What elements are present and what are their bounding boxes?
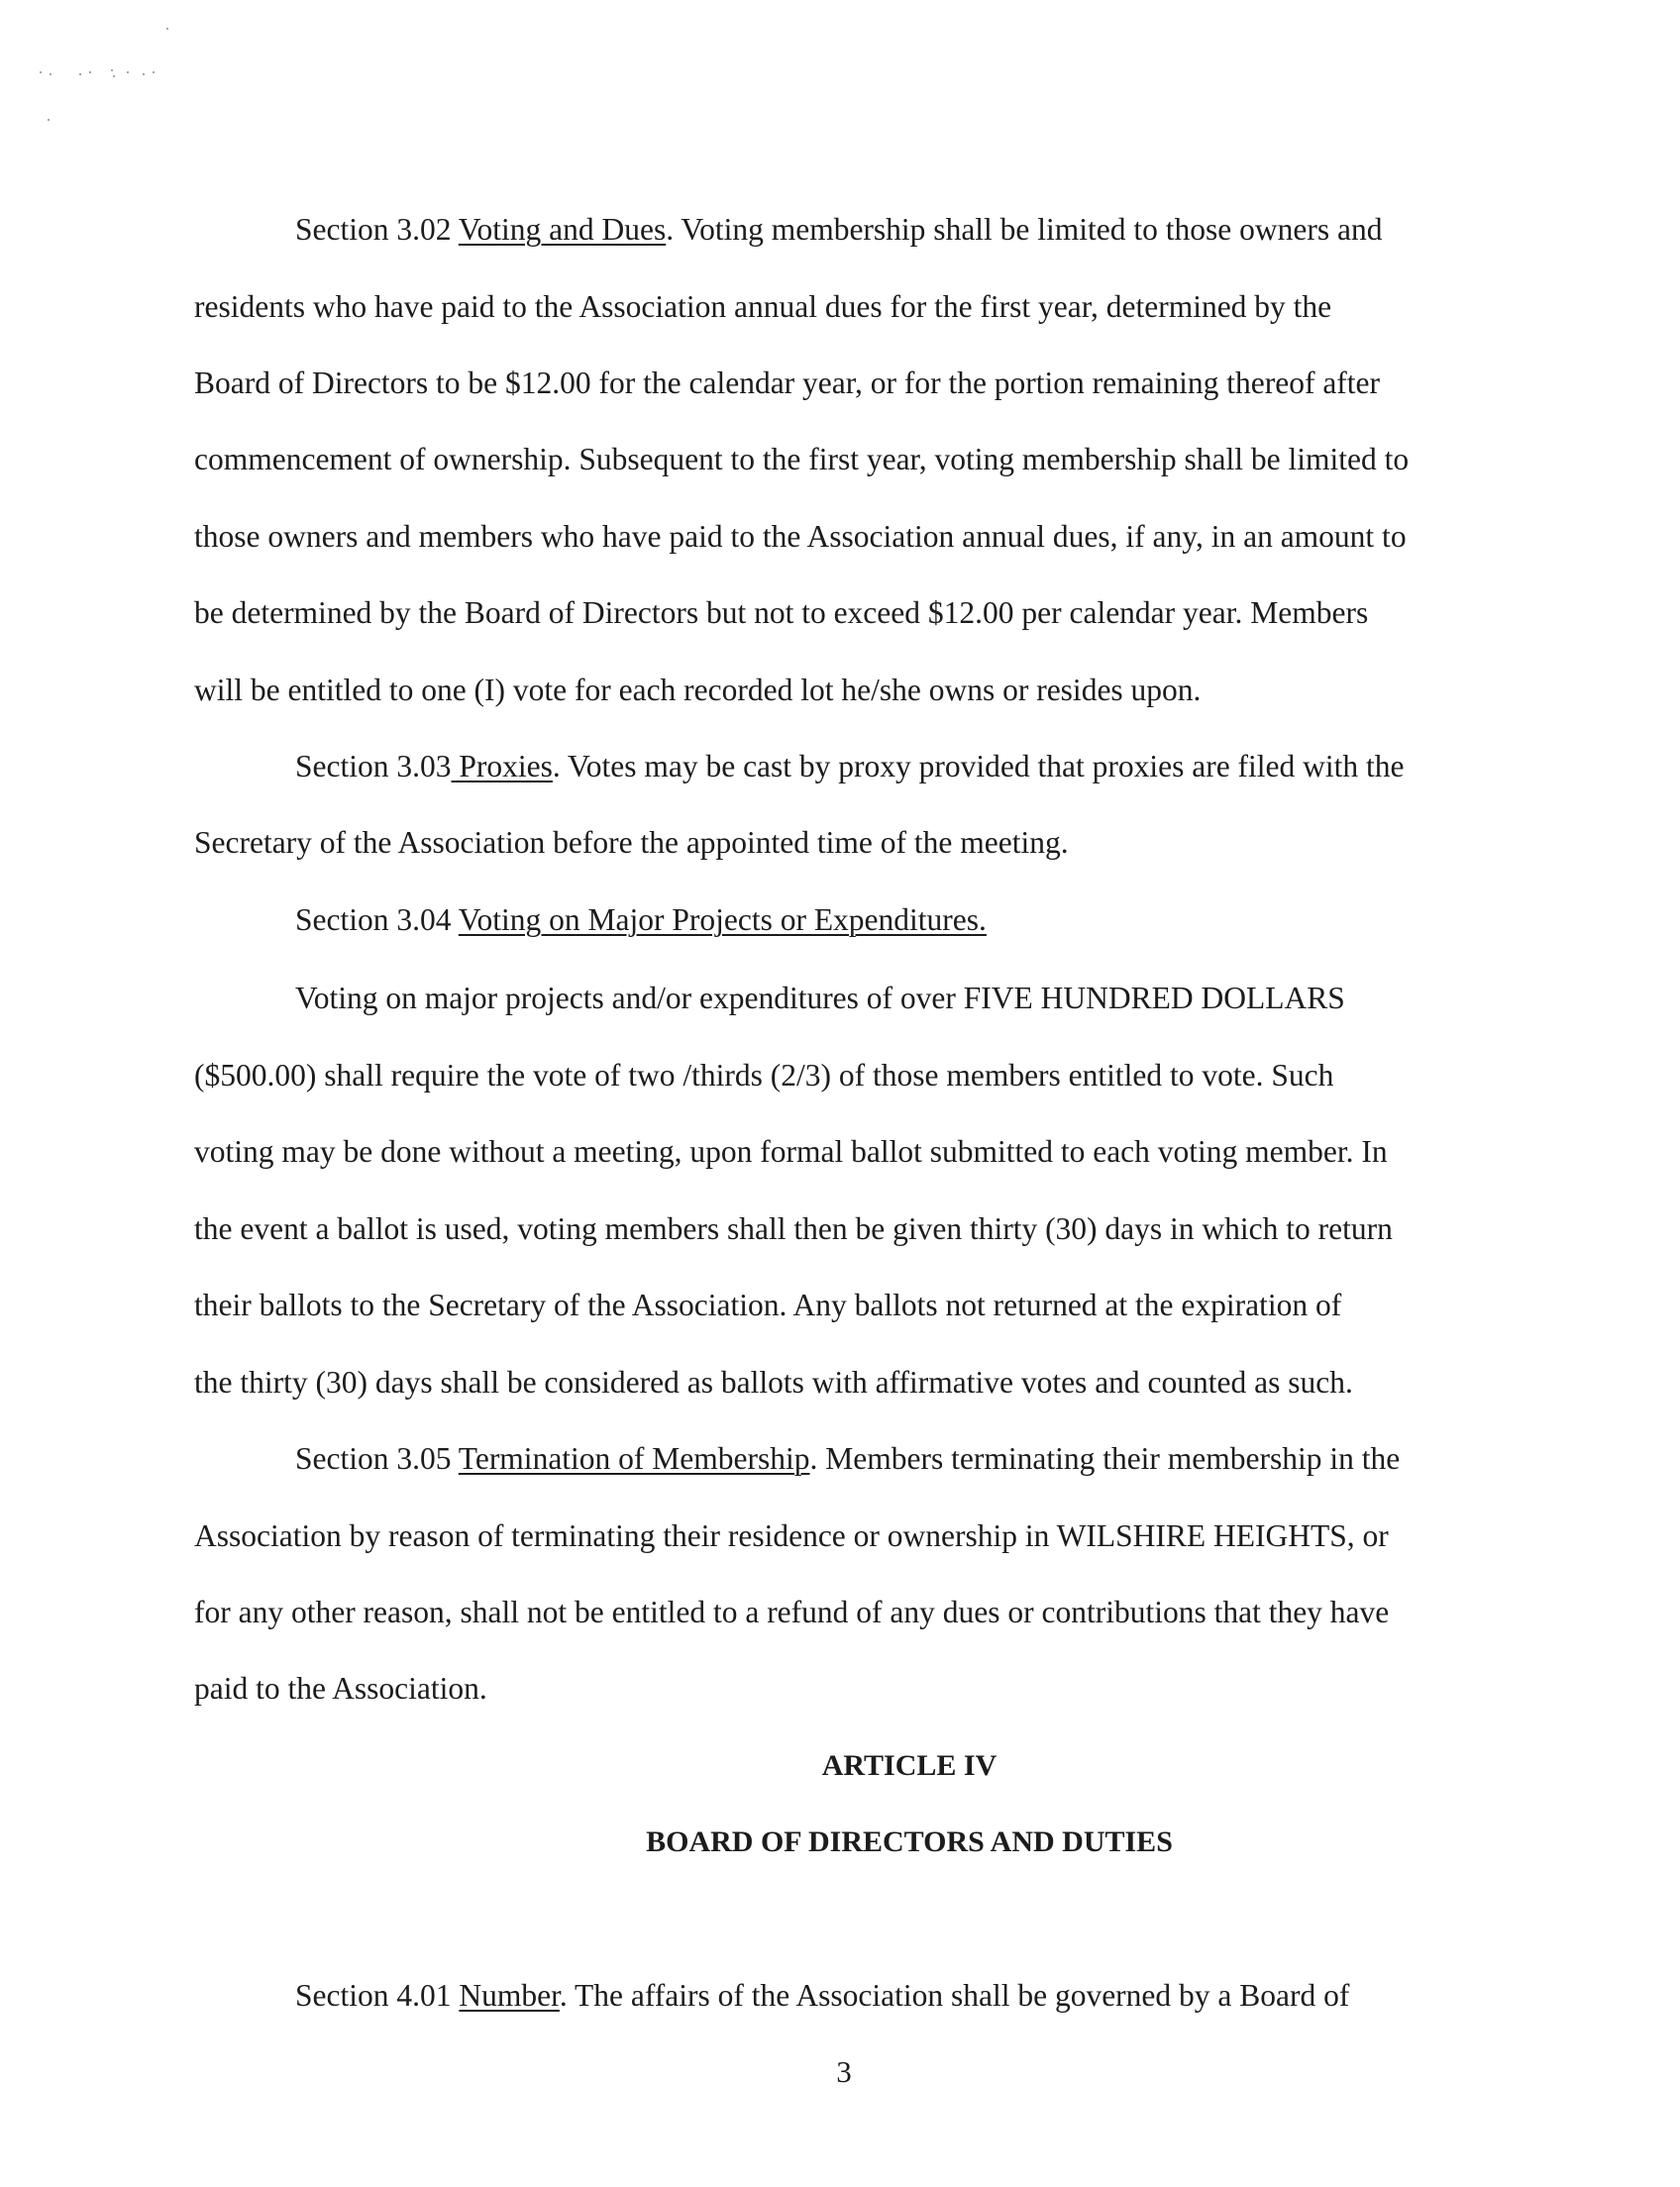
section-3-03-label: Section 3.03 [295, 749, 452, 783]
article-subtitle: BOARD OF DIRECTORS AND DUTIES [646, 1825, 1173, 1858]
section-3-03-title: Proxies [451, 749, 553, 783]
text-line: Board of Directors to be $12.00 for the calendar year, or for the portion remaining thereof after [194, 365, 1381, 400]
scan-specks [40, 20, 238, 139]
text-line: Association by reason of terminating their residence or ownership in WILSHIRE HEIGHTS, or [194, 1518, 1389, 1553]
section-3-04-label: Section 3.04 [295, 902, 459, 937]
text-line: voting may be done without a meeting, upon formal ballot submitted to each voting member. In [194, 1134, 1388, 1169]
text-line: residents who have paid to the Association annual dues for the first year, determined by the [194, 289, 1332, 324]
section-3-05-line-1 [295, 1439, 1400, 1479]
section-3-03-text: . Votes may be cast by proxy provided that proxies are filed with the [552, 749, 1405, 783]
section-3-02-label: Section 3.02 [295, 212, 459, 247]
text-line: those owners and members who have paid to the Association annual dues, if any, in an amount to [194, 519, 1407, 554]
text-line: be determined by the Board of Directors but not to exceed $12.00 per calendar year. Members [194, 595, 1369, 630]
text-line: Voting on major projects and/or expenditures of over FIVE HUNDRED DOLLARS [295, 981, 1345, 1015]
article-title: ARTICLE IV [821, 1749, 998, 1782]
page-number: 3 [836, 2054, 852, 2089]
text-line: will be entitled to one (I) vote for each recorded lot he/she owns or resides upon. [194, 673, 1202, 707]
text-line: ($500.00) shall require the vote of two /thirds (2/3) of those members entitled to vote. Such [194, 1058, 1334, 1093]
section-3-02-text: . Voting membership shall be limited to those owners and [666, 212, 1383, 247]
text-line: for any other reason, shall not be entitled to a refund of any dues or contributions that they have [194, 1595, 1390, 1629]
section-4-01-title: Number [459, 1978, 560, 2013]
text-line: paid to the Association. [194, 1671, 487, 1706]
section-3-03-line-1 [295, 747, 1405, 786]
section-4-01-line-1 [295, 1976, 1349, 2016]
text-line: the thirty (30) days shall be considered as ballots with affirmative votes and counted as such. [194, 1365, 1353, 1400]
section-4-01-text: . The affairs of the Association shall be governed by a Board of [559, 1978, 1350, 2013]
text-line: their ballots to the Secretary of the Association. Any ballots not returned at the expiration of [194, 1288, 1342, 1322]
section-3-02-line-1 [295, 210, 1382, 250]
section-3-05-text: . Members terminating their membership in the [809, 1441, 1401, 1476]
section-3-04-title: Voting on Major Projects or Expenditures. [458, 902, 987, 937]
section-4-01-label: Section 4.01 [295, 1978, 460, 2013]
section-3-05-label: Section 3.05 [295, 1441, 459, 1476]
text-line: commencement of ownership. Subsequent to the first year, voting membership shall be limited to [194, 442, 1410, 476]
section-3-05-title: Termination of Membership [458, 1441, 810, 1476]
section-3-04-line-1 [295, 900, 987, 940]
section-3-02-title: Voting and Dues [458, 212, 667, 247]
text-line: Secretary of the Association before the appointed time of the meeting. [194, 825, 1069, 860]
text-line: the event a ballot is used, voting members shall then be given thirty (30) days in which to return [194, 1211, 1393, 1246]
